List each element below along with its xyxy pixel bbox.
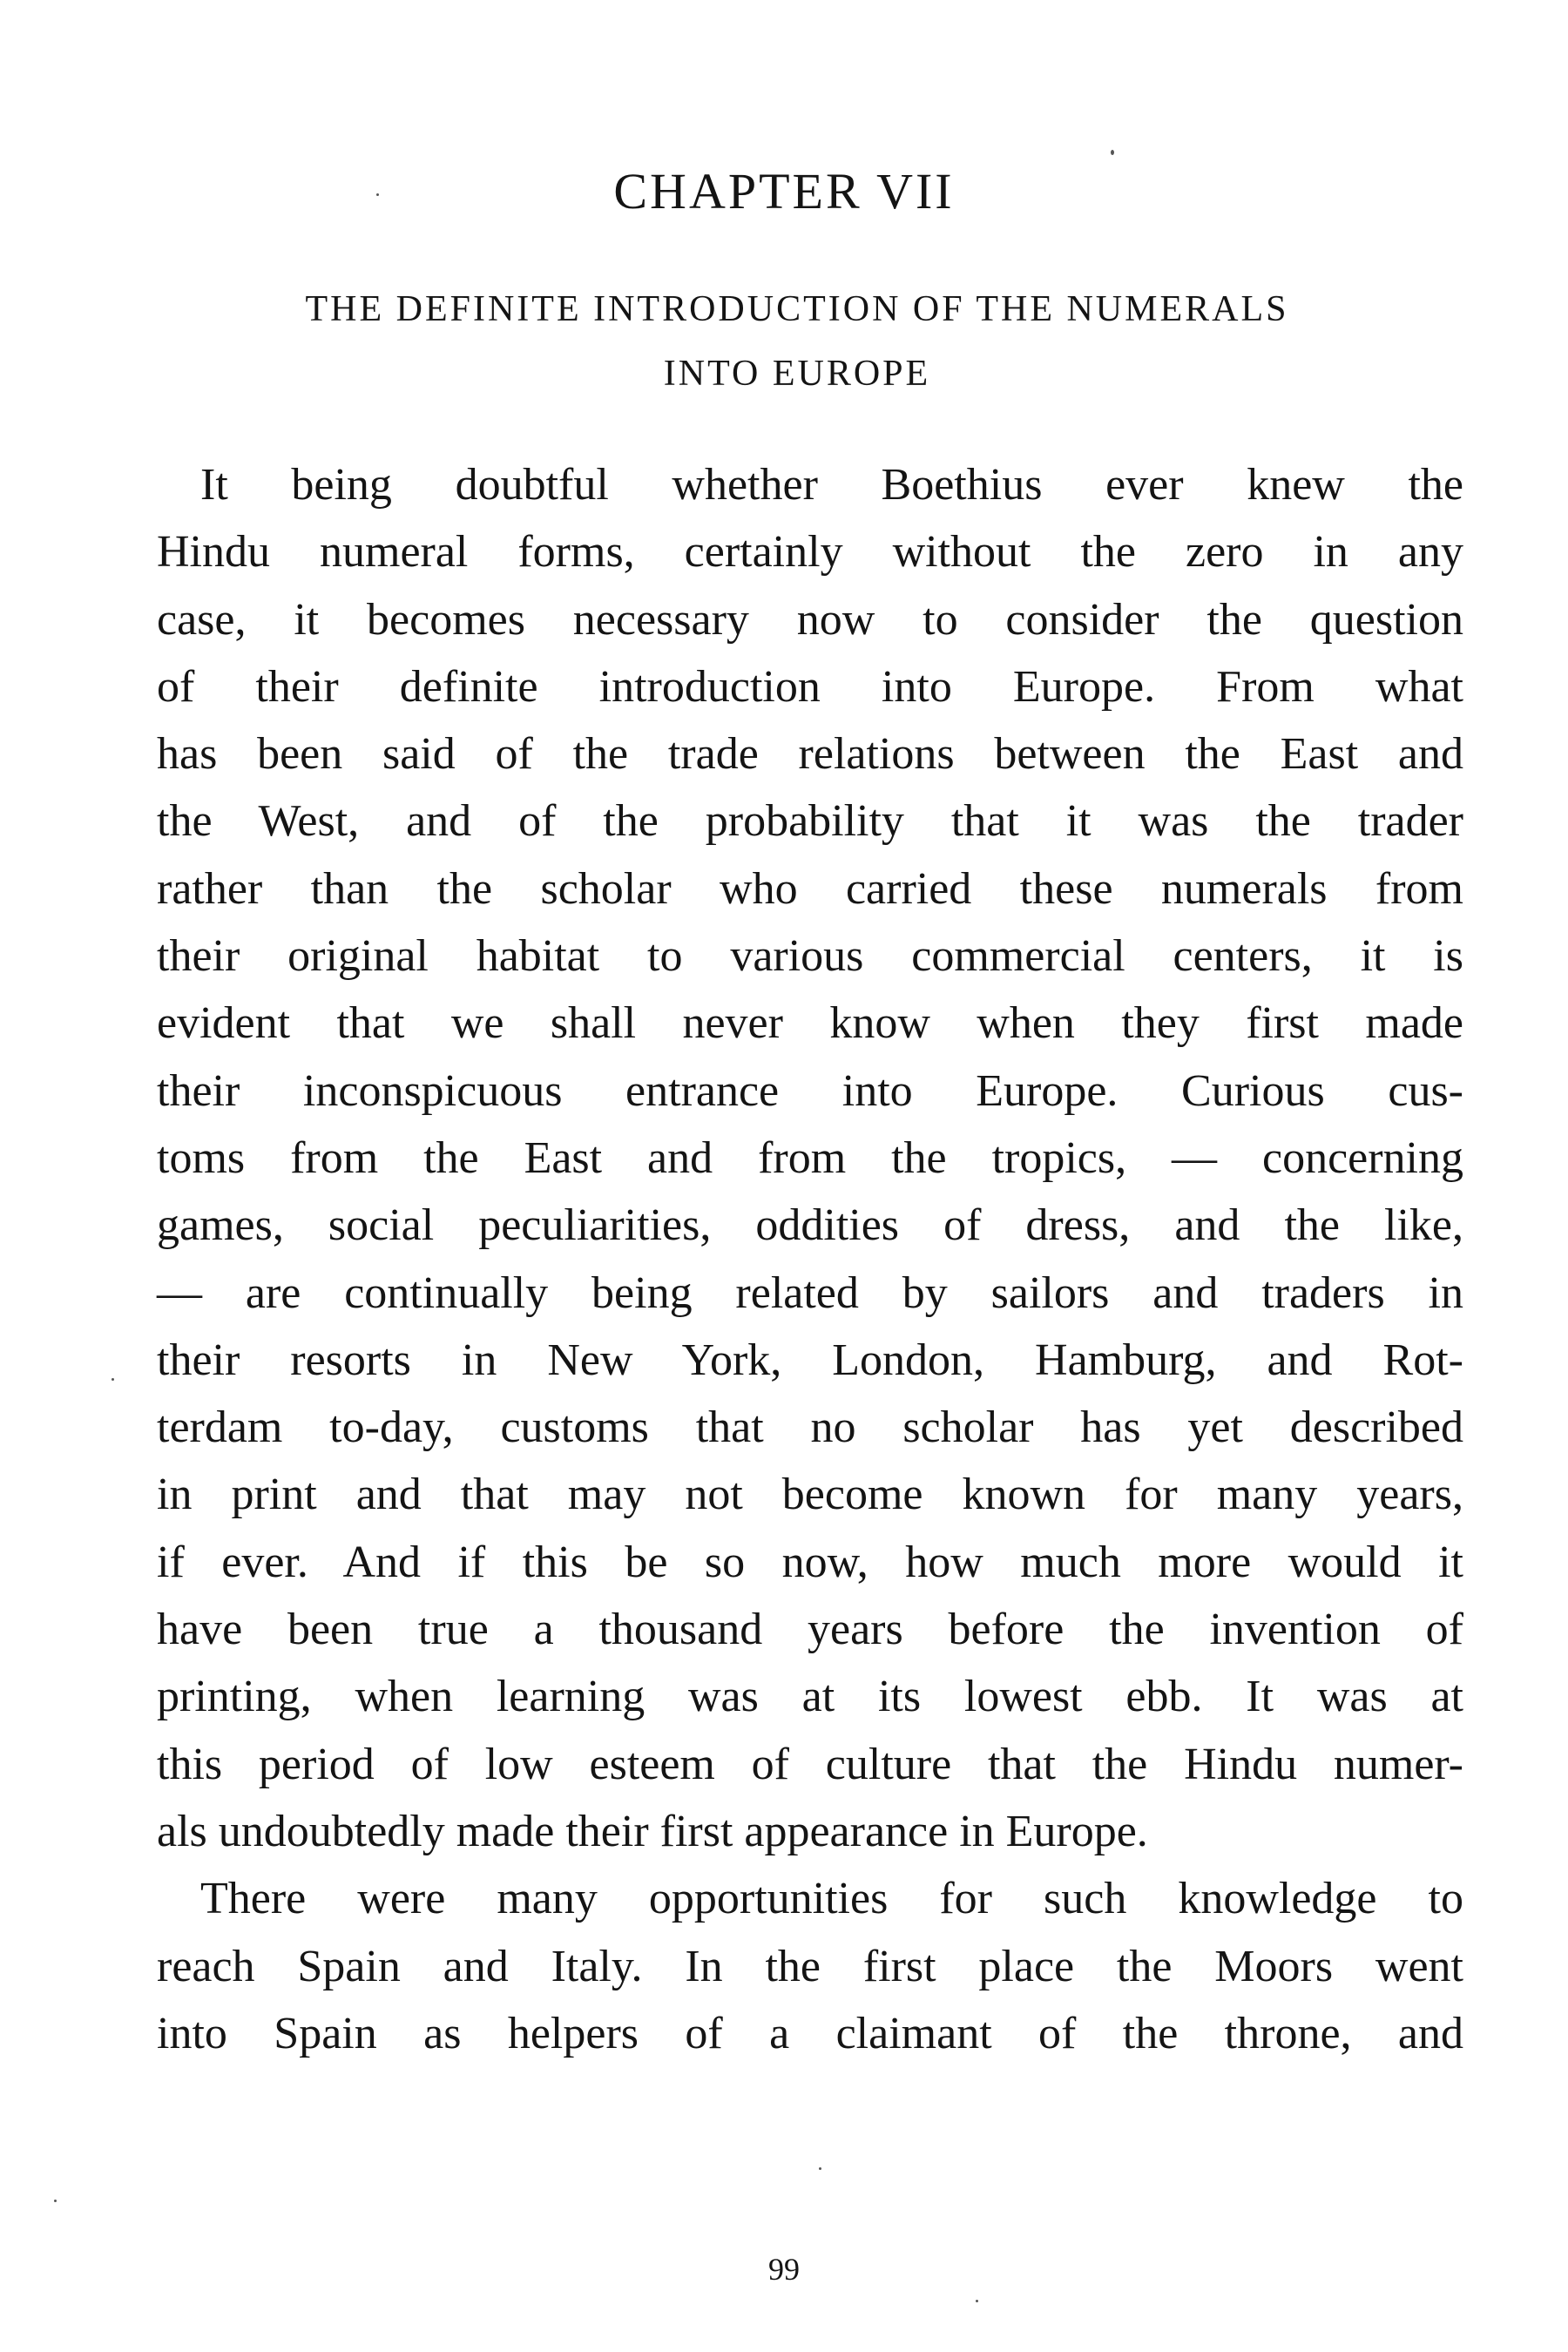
text-line: this period of low esteem of culture that the Hindu numer-	[157, 1739, 1463, 1789]
text-line: rather than the scholar who carried these numerals from	[157, 863, 1463, 914]
text-line: their resorts in New York, London, Hamburg, and Rot-	[157, 1335, 1463, 1385]
text-line: into Spain as helpers of a claimant of the throne, and	[157, 2008, 1463, 2058]
chapter-heading: CHAPTER VII	[613, 163, 955, 220]
paragraph-1	[157, 451, 1463, 1865]
chapter-title	[144, 277, 1450, 406]
chapter-title-line: INTO EUROPE	[663, 354, 931, 394]
text-line: their inconspicuous entrance into Europe. Curious cus-	[157, 1065, 1463, 1116]
text-line: have been true a thousand years before the invention of	[157, 1605, 1463, 1655]
text-line: printing, when learning was at its lowest ebb. It was at	[157, 1672, 1463, 1722]
text-line: of their definite introduction into Europe. From what	[157, 661, 1463, 712]
text-line: terdam to-day, customs that no scholar has yet described	[157, 1402, 1463, 1453]
chapter-title-line: THE DEFINITE INTRODUCTION OF THE NUMERALS	[305, 289, 1289, 329]
scan-speck	[1111, 150, 1114, 155]
text-line: games, social peculiarities, oddities of dress, and the like,	[157, 1200, 1463, 1251]
text-line: if ever. And if this be so now, how much more would it	[157, 1537, 1463, 1587]
text-line: has been said of the trade relations between the East and	[157, 729, 1463, 780]
text-line: It being doubtful whether Boethius ever knew the	[200, 460, 1463, 510]
text-line: — are continually being related by sailors and traders in	[157, 1267, 1463, 1318]
text-line: the West, and of the probability that it was the trader	[157, 796, 1463, 847]
scan-speck	[819, 2167, 821, 2170]
scan-speck	[54, 2200, 57, 2202]
text-line: als undoubtedly made their first appearance in Europe.	[157, 1806, 1148, 1856]
scan-speck	[112, 1378, 114, 1381]
text-line: There were many opportunities for such knowledge to	[200, 1874, 1463, 1924]
text-line: in print and that may not become known for many years,	[157, 1470, 1463, 1520]
scan-speck	[976, 2300, 978, 2302]
text-line: evident that we shall never know when they first made	[157, 998, 1463, 1049]
text-line: toms from the East and from the tropics, — concerning	[157, 1132, 1463, 1183]
text-line: case, it becomes necessary now to consider the question	[157, 594, 1463, 645]
page-number: 99	[768, 2252, 800, 2287]
text-line: reach Spain and Italy. In the first place the Moors went	[157, 1941, 1463, 1991]
text-line: their original habitat to various commercial centers, it is	[157, 931, 1463, 982]
scan-speck	[376, 193, 379, 196]
body-text	[157, 451, 1463, 2067]
paragraph-2	[157, 1865, 1463, 2067]
text-line: Hindu numeral forms, certainly without the zero in any	[157, 527, 1463, 578]
